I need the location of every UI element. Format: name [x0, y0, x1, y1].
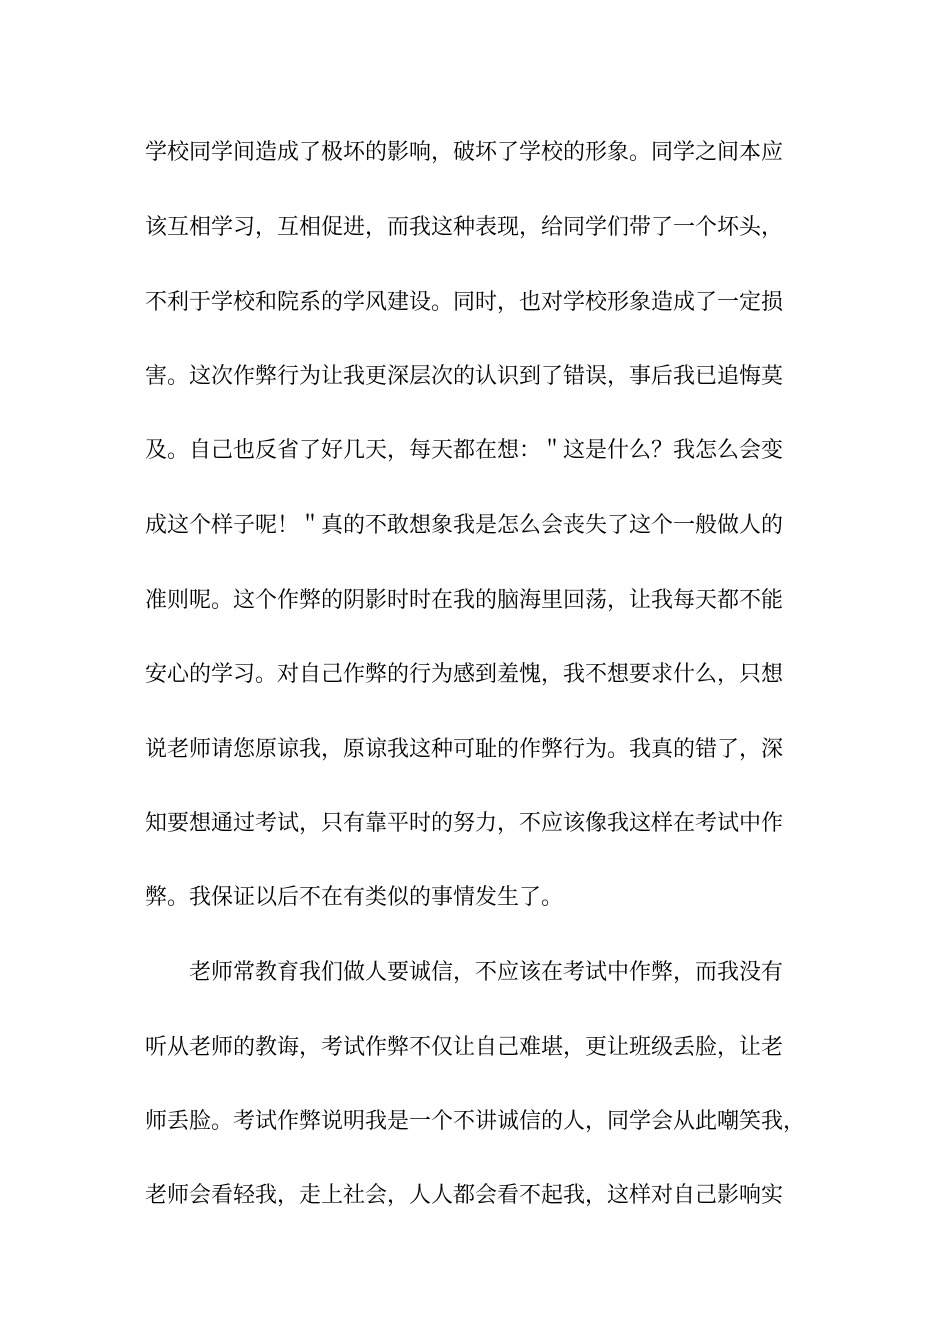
text-line-7: 准则呢。这个作弊的阴影时时在我的脑海里回荡，让我每天都不能 — [145, 588, 784, 613]
text-line-2: 该互相学习，互相促进，而我这种表现，给同学们带了一个坏头， — [145, 215, 784, 240]
text-line-11: 弊。我保证以后不在有类似的事情发生了。 — [145, 885, 564, 910]
text-line-4: 害。这次作弊行为让我更深层次的认识到了错误，事后我已追悔莫 — [145, 364, 784, 389]
text-line-3: 不利于学校和院系的学风建设。同时，也对学校形象造成了一定损 — [145, 290, 784, 315]
text-line-6: 成这个样子呢！＂真的不敢想象我是怎么会丧失了这个一般做人的 — [145, 513, 784, 538]
text-line-15: 老师会看轻我，走上社会，人人都会看不起我，这样对自己影响实 — [145, 1183, 784, 1208]
text-line-10: 知要想通过考试，只有靠平时的努力，不应该像我这样在考试中作 — [145, 811, 784, 836]
text-line-5: 及。自己也反省了好几天，每天都在想：＂这是什么？我怎么会变 — [145, 438, 784, 463]
text-line-14: 师丢脸。考试作弊说明我是一个不讲诚信的人，同学会从此嘲笑我， — [145, 1109, 806, 1134]
text-line-8: 安心的学习。对自己作弊的行为感到羞愧，我不想要求什么，只想 — [145, 662, 784, 687]
text-line-12-paragraph-start: 老师常教育我们做人要诚信，不应该在考试中作弊，而我没有 — [189, 960, 784, 985]
text-line-1: 学校同学间造成了极坏的影响，破坏了学校的形象。同学之间本应 — [145, 140, 784, 165]
text-line-9: 说老师请您原谅我，原谅我这种可耻的作弊行为。我真的错了，深 — [145, 737, 784, 762]
text-line-13: 听从老师的教诲，考试作弊不仅让自己难堪，更让班级丢脸，让老 — [145, 1035, 784, 1060]
